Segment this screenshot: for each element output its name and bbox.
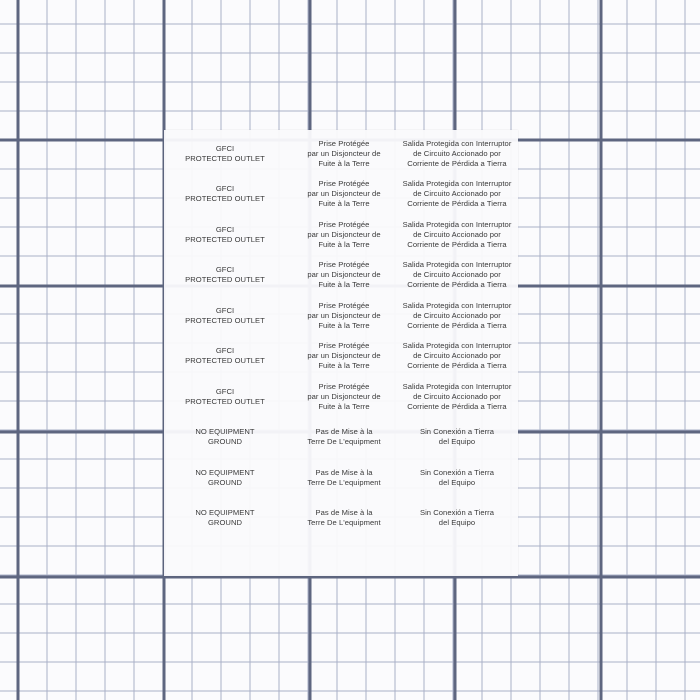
label-english: GFCI PROTECTED OUTLET bbox=[185, 184, 265, 203]
label-row bbox=[164, 338, 518, 374]
label-row bbox=[164, 176, 518, 212]
label-spanish: Salida Protegida con Interruptor de Circuito Accionado por Corriente de Pérdida a Tierra bbox=[402, 341, 512, 370]
label-french: Prise Protégée par un Disjoncteur de Fuite à la Terre bbox=[307, 139, 381, 168]
label-french: Prise Protégée par un Disjoncteur de Fuite à la Terre bbox=[307, 179, 381, 208]
label-english: NO EQUIPMENT GROUND bbox=[195, 508, 255, 527]
label-french: Prise Protégée par un Disjoncteur de Fuite à la Terre bbox=[307, 260, 381, 289]
label-spanish: Salida Protegida con Interruptor de Circuito Accionado por Corriente de Pérdida a Tierra bbox=[402, 179, 512, 208]
label-french: Pas de Mise à la Terre De L'equipment bbox=[307, 508, 381, 527]
label-spanish: Salida Protegida con Interruptor de Circuito Accionado por Corriente de Pérdida a Tierra bbox=[402, 260, 512, 289]
label-english: NO EQUIPMENT GROUND bbox=[195, 468, 255, 487]
label-row bbox=[164, 419, 518, 455]
label-row bbox=[164, 460, 518, 496]
label-french: Prise Protégée par un Disjoncteur de Fuite à la Terre bbox=[307, 382, 381, 411]
label-french: Pas de Mise à la Terre De L'equipment bbox=[307, 427, 381, 446]
label-spanish: Salida Protegida con Interruptor de Circuito Accionado por Corriente de Pérdida a Tierra bbox=[402, 139, 512, 168]
label-spanish: Sin Conexión a Tierra del Equipo bbox=[419, 468, 495, 487]
label-french: Pas de Mise à la Terre De L'equipment bbox=[307, 468, 381, 487]
label-row bbox=[164, 257, 518, 293]
label-spanish: Salida Protegida con Interruptor de Circuito Accionado por Corriente de Pérdida a Tierra bbox=[402, 382, 512, 411]
label-french: Prise Protégée par un Disjoncteur de Fuite à la Terre bbox=[307, 220, 381, 249]
label-sheet bbox=[164, 130, 518, 576]
label-row bbox=[164, 298, 518, 334]
label-english: NO EQUIPMENT GROUND bbox=[195, 427, 255, 446]
label-row bbox=[164, 500, 518, 536]
label-english: GFCI PROTECTED OUTLET bbox=[185, 346, 265, 365]
label-spanish: Salida Protegida con Interruptor de Circuito Accionado por Corriente de Pérdida a Tierra bbox=[402, 220, 512, 249]
label-french: Prise Protégée par un Disjoncteur de Fuite à la Terre bbox=[307, 341, 381, 370]
label-english: GFCI PROTECTED OUTLET bbox=[185, 306, 265, 325]
label-row bbox=[164, 379, 518, 415]
label-spanish: Sin Conexión a Tierra del Equipo bbox=[419, 427, 495, 446]
label-english: GFCI PROTECTED OUTLET bbox=[185, 265, 265, 284]
label-spanish: Salida Protegida con Interruptor de Circuito Accionado por Corriente de Pérdida a Tierra bbox=[402, 301, 512, 330]
label-french: Prise Protégée par un Disjoncteur de Fuite à la Terre bbox=[307, 301, 381, 330]
label-row bbox=[164, 136, 518, 172]
label-row bbox=[164, 217, 518, 253]
label-english: GFCI PROTECTED OUTLET bbox=[185, 144, 265, 163]
label-english: GFCI PROTECTED OUTLET bbox=[185, 225, 265, 244]
label-english: GFCI PROTECTED OUTLET bbox=[185, 387, 265, 406]
label-spanish: Sin Conexión a Tierra del Equipo bbox=[419, 508, 495, 527]
